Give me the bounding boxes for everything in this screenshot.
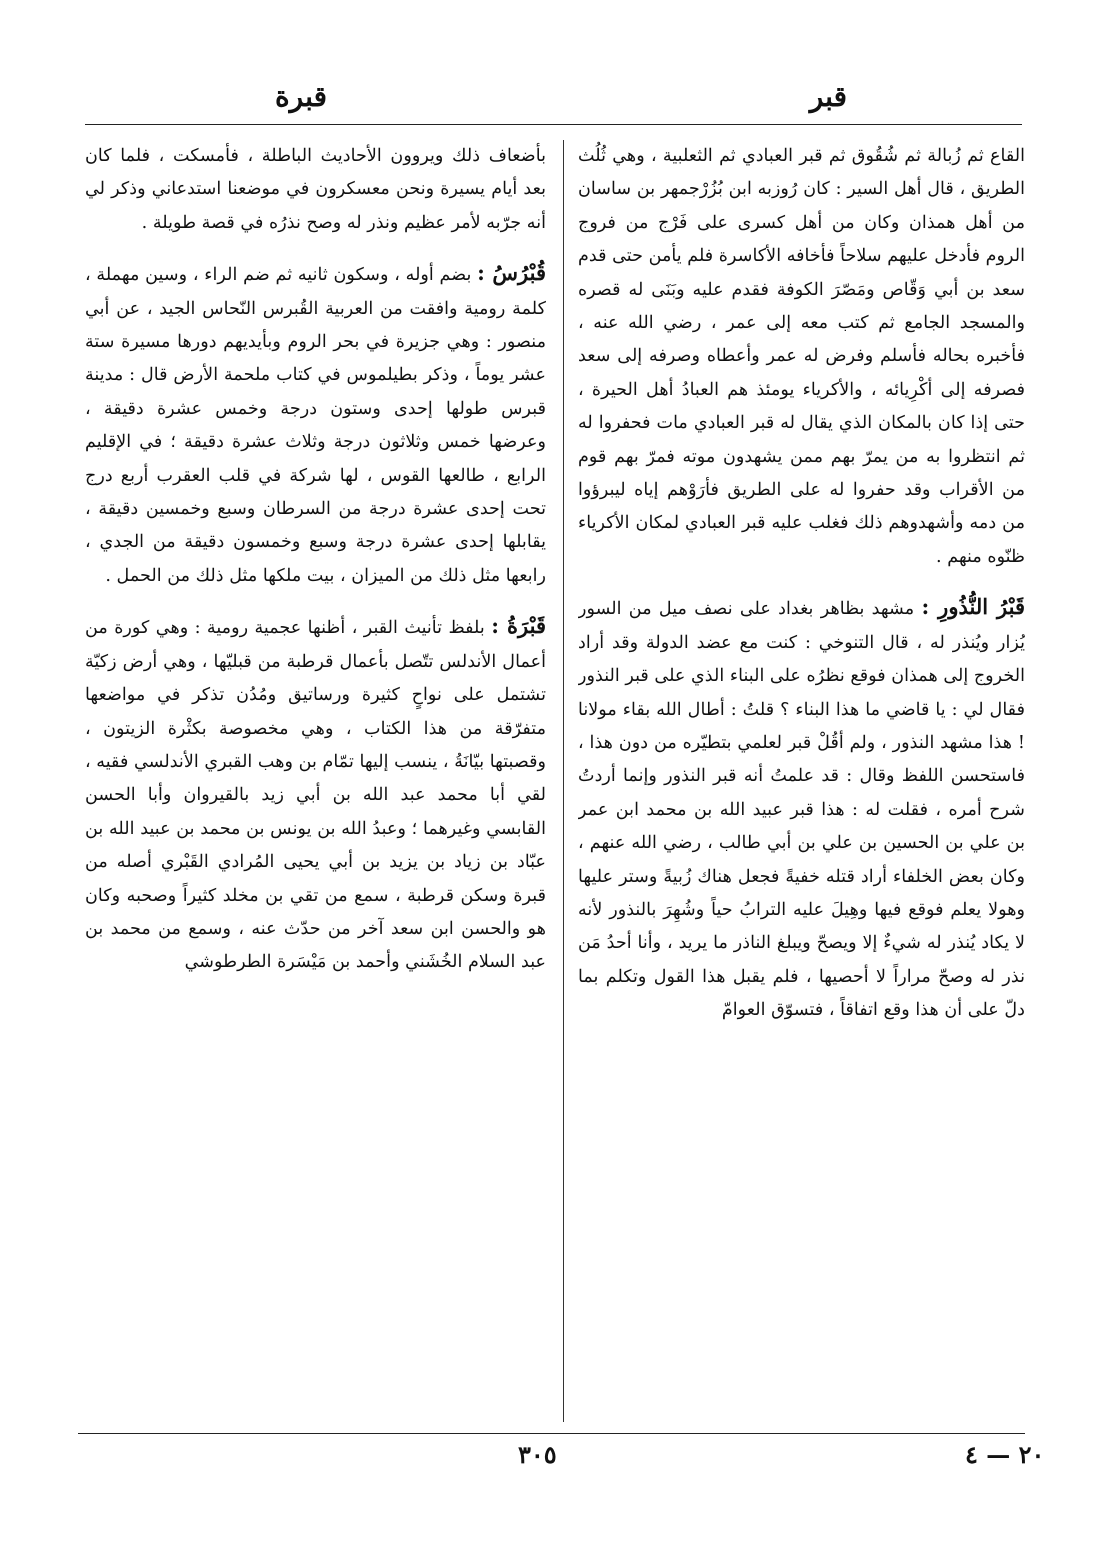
column-divider (563, 140, 564, 1422)
entry-text-qabr-al-nudhur: مشهد بظاهر بغداد على نصف ميل من السور يُزار ويُنذر له ، قال التنوخي : كنت مع عضد الدولة وقد أراد الخروج إلى همذان فوقع نظرُه على البناء الذي على قبر النذور فقال لي : يا قاضي ما هذا البناء ؟ قلتُ : أطال الله بقاء مولانا ! هذا مشهد النذور ، ولم أقُلْ قبر لعلمي بتطيّره من دون هذا ، فاستحسن اللفظ وقال : قد علمتُ أنه قبر النذور وإنما أردتُ شرح أمره ، فقلت له : هذا قبر عبيد الله بن محمد ابن عمر بن علي بن الحسين بن علي بن أبي طالب ، رضي الله عنهم ، وكان بعض الخلفاء أراد قتله خفيةً فجعل هناك زُبيةً وستر عليها وهولا يعلم فوقع فيها وهِيلَ عليه الترابُ حياً وشُهِرَ بالنذور لأنه لا يكاد يُنذر له شيءٌ إلا ويصحّ ويبلغ الناذر ما يريد ، وأنا أحدُ مَن نذر له وصحّ مراراً لا أحصيها ، فلم يقبل هذا القول وتكلم بما دلّ على أن هذا وقع اتفاقاً ، فتسوّق العوامّ (578, 599, 1025, 1021)
entry-qubrus (85, 256, 546, 593)
signature-mark: ٢٠ — ٤ (965, 1440, 1045, 1469)
page-number: ٣٠٥ (518, 1440, 557, 1469)
entry-heading-qubrus: قُبْرُسُ : (477, 260, 546, 286)
running-head-left: قبرة (275, 80, 327, 113)
entry-heading-qabra: قَبْرَةُ : (491, 613, 546, 639)
entry-text-qubrus: بضم أوله ، وسكون ثانيه ثم ضم الراء ، وسين مهملة ، كلمة رومية وافقت من العربية القُبرس النّحاس الجيد ، عن أبي منصور : وهي جزيرة في بحر الروم وبأيديهم دورها مسيرة ستة عشر يوماً ، وذكر بطيلموس في كتاب ملحمة الأرض قال : مدينة قبرس طولها إحدى وستون درجة وخمس عشرة دقيقة ، وعرضها خمس وثلاثون درجة وثلاث عشرة دقيقة ؛ في الإقليم الرابع ، طالعها القوس ، لها شركة في قلب العقرب أربع درج تحت إحدى عشرة درجة من السرطان وسبع وخمسين دقيقة ، يقابلها إحدى عشرة درجة وسبع وخمسون دقيقة من الجدي ، رابعها مثل ذلك من الميزان ، بيت ملكها مثل ذلك من الحمل . (85, 265, 546, 586)
running-head-right: قبر (809, 80, 847, 113)
entry-qabr-al-nudhur (578, 590, 1025, 1027)
entry-text-qabra: بلفظ تأنيث القبر ، أظنها عجمية رومية : وهي كورة من أعمال الأندلس تتّصل بأعمال قرطبة من قبليّها ، وهي أرض زكيّة تشتمل على نواحٍ كثيرة ورساتيق ومُدُن تذكر في مواضعها متفرّقة من هذا الكتاب ، وهي مخصوصة بكثْرة الزيتون ، وقصبتها بيّانَةُ ، ينسب إليها تمّام بن وهب القبري الأندلسي فقيه ، لقي أبا محمد عبد الله بن أبي زيد بالقيروان وأبا الحسن القابسي وغيرهما ؛ وعبدُ الله بن يونس بن محمد بن عبيد الله بن عبّاد بن زياد بن يزيد بن أبي يحيى المُرادي القَبْري أصله من قبرة وسكن قرطبة ، سمع من تقي بن مخلد كثيراً وصحبه وكان هو والحسن ابن سعد آخر من حدّث عنه ، وسمع من محمد بن عبد السلام الخُشَني وأحمد بن مَيْسَرة الطرطوشي (85, 618, 546, 973)
left-column (85, 140, 546, 1425)
footer-rule (78, 1433, 1025, 1434)
header-rule (85, 124, 1022, 125)
entry-qabra (85, 609, 546, 979)
left-column-intro: بأضعاف ذلك ويروون الأحاديث الباطلة ، فأمسكت ، فلما كان بعد أيام يسيرة ونحن معسكرون في موضعنا استدعاني وذكر لي أنه جرّبه لأمر عظيم ونذر له وصح نذرُه في قصة طويلة . (85, 146, 546, 233)
right-column (578, 140, 1025, 1425)
right-column-intro: القاع ثم زُبالة ثم شُقُوق ثم قبر العبادي ثم الثعلبية ، وهي ثُلُث الطريق ، قال أهل السير : كان رُوزبه ابن بُزُرْجمهر بن ساسان من أهل همذان وكان من أهل كسرى على فَرْج من فروج الروم فأدخل عليهم سلاحاً فأخافه الأكاسرة فلم يأمن حتى قدم سعد بن أبي وَقّاص ومَصّرَ الكوفة فقدم عليه وبَنَى له قصره والمسجد الجامع ثم كتب معه إلى عمر ، رضي الله عنه ، فأخبره بحاله فأسلم وفرض له عمر وأعطاه وصرفه إلى سعد فصرفه إلى أكْرِيائه ، والأكرياء يومئذ هم العبادُ أهل الحيرة ، حتى إذا كان بالمكان الذي يقال له قبر العبادي مات فحفروا له ثم انتظروا به من يمرّ بهم ممن يشهدون موته فمرّ بهم قوم من الأقراب وقد حفروا له على الطريق فأرَوْهم إياه ليبرؤوا من دمه وأشهدوهم ذلك فغلب عليه قبر العبادي لمكان الأكرياء ظنّوه منهم . (578, 146, 1025, 567)
entry-heading-qabr-al-nudhur: قَبْرُ النُّذُورِ : (921, 594, 1025, 620)
